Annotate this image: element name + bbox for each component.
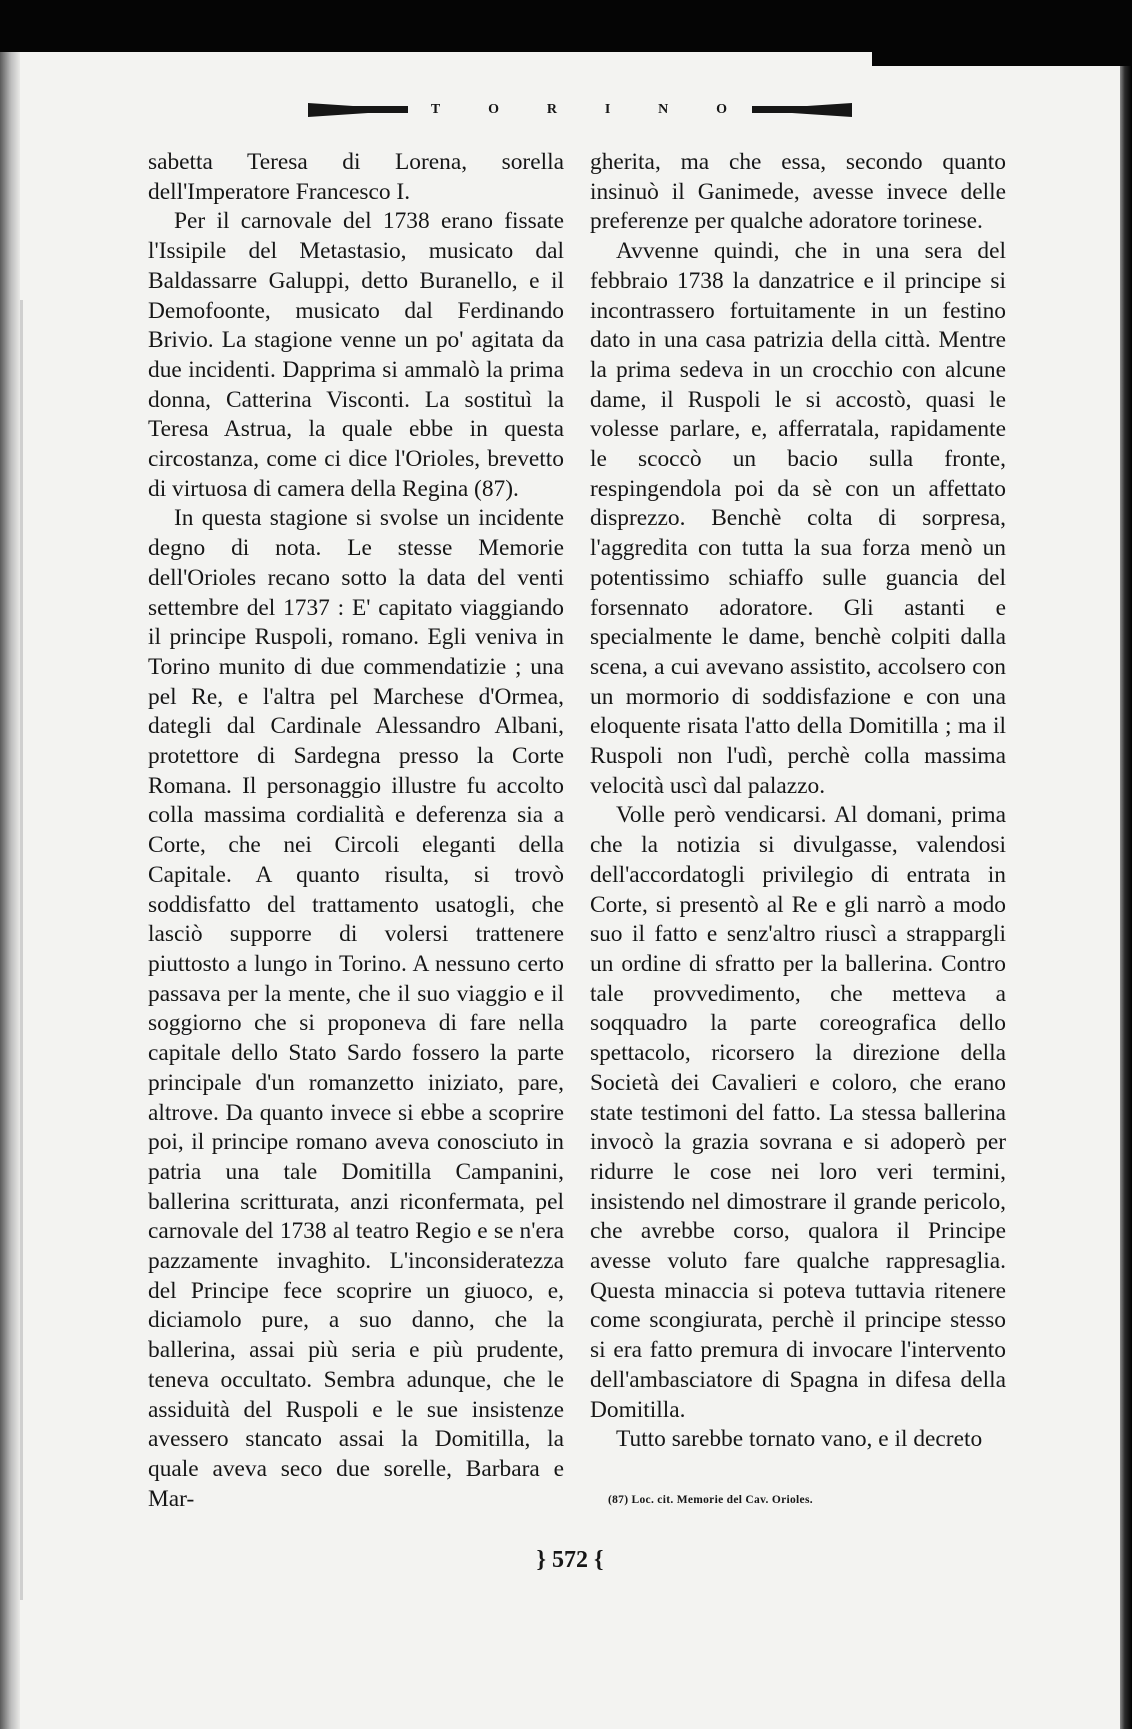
paragraph: In questa stagione si svolse un incidente degno di nota. Le stesse Memorie dell'Orioles recano sotto la data del venti settembre del 1737 : E' capitato viaggiando il principe Ruspoli, romano. Egli veniva in Torino munito di due commendatizie ; una pel Re, e l'altra pel Marchese d'Ormea, dategli dal Cardinale Alessandro Albani, protettore di Sardegna presso la Corte Romana. Il personaggio illustre fu accolto colla massima cordialità e deferenza sia a Corte, che nei Circoli eleganti della Capitale. A quanto risulta, si trovò soddisfatto del trattamento usatogli, che lasciò supporre di volersi trattenere piuttosto a lungo in Torino. A nessuno certo passava per la mente, che il suo viaggio e il soggiorno che si proponeva di fare nella capitale dello Stato Sardo fossero la parte principale d'un romanzetto iniziato, pare, altrove. Da quanto invece si ebbe a scoprire poi, il principe romano aveva conosciuto in patria una tale Domitilla Campanini, ballerina scritturata, anzi riconfermata, pel carnovale del 1738 al teatro Regio e se n'era pazzamente invaghito. L'inconsideratezza del Principe fece scoprire un giuoco, e, diciamolo pure, a suo danno, che la ballerina, assai più seria e più prudente, teneva occultato. Sembra adunque, che le assiduità del Ruspoli e le sue insistenze avessero stancato assai la Domitilla, la quale aveva seco due sorelle, Barbara e Mar- — [148, 505, 564, 1512]
running-title-letter: O — [716, 102, 730, 117]
scan-border-left-line — [20, 300, 23, 1600]
text-column-left — [148, 148, 564, 1514]
scan-border-top — [0, 0, 1132, 52]
paragraph: gherita, ma che essa, secondo quanto insinuò il Ganimede, avesse invece delle preferenze per qualche adoratore torinese. — [590, 149, 1006, 235]
paragraph: Avvenne quindi, che in una sera del febbraio 1738 la danzatrice e il principe si incontrassero fortuitamente in un festino dato in una casa patrizia della città. Mentre la prima sedeva in un crocchio con alcune dame, il Ruspoli le si accostò, quasi le volesse parlare, e, afferratala, rapidamente le scoccò un bacio sulla fronte, respingendola poi da sè con un affettato disprezzo. Benchè colta di sorpresa, l'aggredita con tutta la sua forza menò un potentissimo schiaffo sulle guancia del forsennato adoratore. Gli astanti e specialmente le dame, benchè colpiti dalla scena, a cui avevano assistito, accolsero con un mormorio di soddisfazione e con una eloquente risata l'atto della Domitilla ; ma il Ruspoli non l'udì, perchè colla massima velocità uscì dal palazzo. — [590, 238, 1006, 799]
text-column-right — [590, 148, 1006, 1455]
header-ornament-right — [792, 100, 852, 120]
running-title-letter: O — [488, 102, 502, 117]
running-title-letter: I — [604, 102, 613, 117]
running-title — [408, 100, 752, 120]
running-title-letter: N — [658, 102, 671, 117]
scan-border-top-right — [872, 52, 1132, 66]
running-title-letter: T — [430, 102, 443, 117]
paragraph: sabetta Teresa di Lorena, sorella dell'Imperatore Francesco I. — [148, 149, 564, 205]
scan-border-right — [1120, 66, 1132, 1729]
running-header — [308, 100, 852, 120]
paragraph: Volle però vendicarsi. Al domani, prima che la notizia si divulgasse, valendosi dell'accordatogli privilegio di entrata in Corte, si presentò al Re e gli narrò a modo suo il fatto e senz'altro riuscì a strappargli un ordine di sfratto per la ballerina. Contro tale provvedimento, che metteva a soqquadro la parte coreografica dello spettacolo, ricorsero la direzione della Società dei Cavalieri e coloro, che erano state testimoni del fatto. La stessa ballerina invocò la grazia sovrana e si adoperò per ridurre le cose nei loro veri termini, insistendo nel dimostrare il grande pericolo, che avrebbe corso, qualora il Principe avesse voluto fare qualche rappresaglia. Questa minaccia si poteva tuttavia ritenere come scongiurata, perchè il principe stesso si era fatto premura di invocare l'intervento dell'ambasciatore di Spagna in difesa della Domitilla. — [590, 802, 1006, 1423]
running-title-letter: R — [546, 102, 559, 117]
header-ornament-left — [308, 100, 368, 120]
page-number — [520, 1547, 620, 1574]
page-number-text: 572 — [552, 1547, 588, 1573]
footnote: (87) Loc. cit. Memorie del Cav. Orioles. — [608, 1494, 813, 1506]
scan-border-left — [0, 52, 20, 1729]
page-number-ornament-right: { — [594, 1547, 604, 1573]
paragraph: Tutto sarebbe tornato vano, e il decreto — [616, 1426, 983, 1453]
page-number-ornament-left: } — [536, 1547, 546, 1573]
paragraph: Per il carnovale del 1738 erano fissate l'Issipile del Metastasio, musicato dal Baldassarre Galuppi, detto Buranello, e il Demofoonte, musicato dal Ferdinando Brivio. La stagione venne un po' agitata da due incidenti. Dapprima si ammalò la prima donna, Catterina Visconti. La sostituì la Teresa Astrua, la quale ebbe in questa circostanza, come ci dice l'Orioles, brevetto di virtuosa di camera della Regina (87). — [148, 208, 564, 502]
